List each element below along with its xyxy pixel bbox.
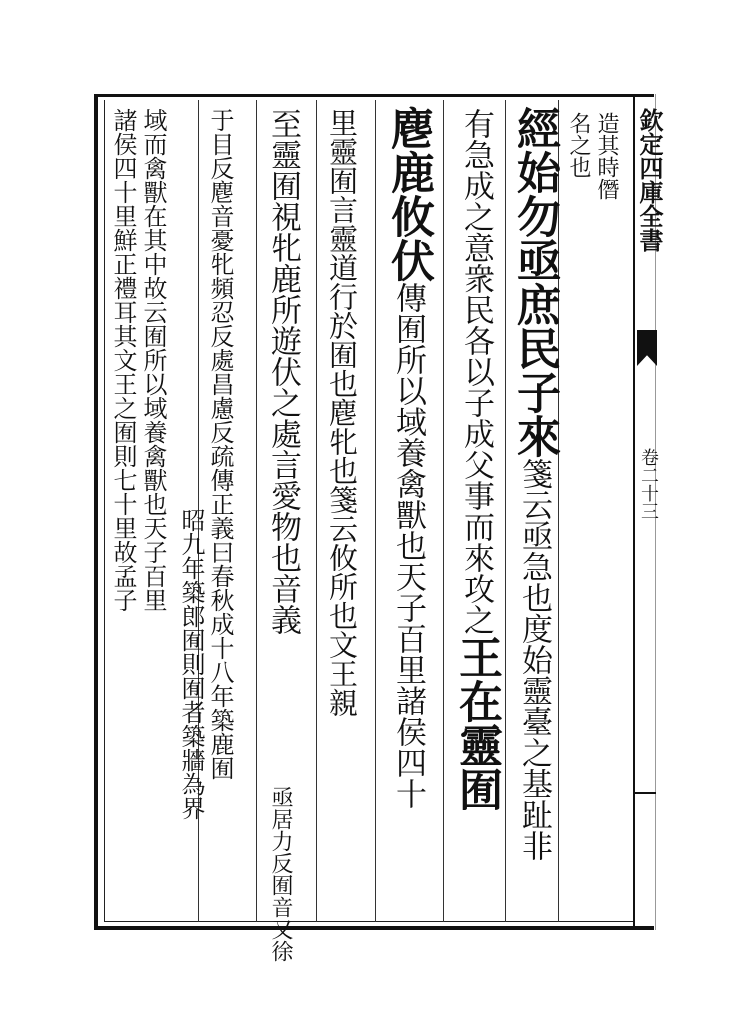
commentary-text: 傳囿所以域養禽獸也天子百里諸侯四十 [390, 282, 426, 809]
column-rule [443, 100, 444, 922]
text-column [326, 108, 358, 717]
text-column [510, 106, 558, 861]
text-column [178, 508, 204, 820]
text-column [207, 108, 233, 780]
text-column-split [268, 786, 292, 962]
commentary-text: 箋云亟急也度始靈臺之基趾非 [516, 458, 552, 861]
commentary-text: 諸侯四十里鮮正禮耳其文王之囿則七十里故孟子 [109, 108, 137, 612]
text-column [566, 112, 590, 178]
column-rule [316, 100, 317, 922]
margin-book-title: 欽定四庫全書 [635, 108, 664, 252]
annotation-text: 名之也 [566, 112, 591, 178]
classic-text: 麀鹿攸伏 [383, 106, 434, 282]
classic-text: 王在靈囿 [451, 635, 502, 811]
commentary-text: 至靈囿視牝鹿所遊伏之處言愛物也音義 [265, 108, 301, 635]
column-rule [256, 100, 257, 922]
text-column [140, 108, 166, 612]
commentary-text: 里靈囿言靈道行於囿也麀牝也箋云攸所也文王親 [325, 108, 359, 717]
commentary-mark: 疏 [206, 444, 234, 468]
classic-text: 經始勿亟庶民子來 [509, 106, 560, 458]
margin-tick [634, 792, 656, 794]
column-rule [375, 100, 376, 922]
text-column [384, 106, 432, 809]
commentary-text: 有急成之意衆民各以子成父事而來攻之 [458, 108, 494, 635]
text-column [452, 108, 500, 811]
commentary-text: 于目反麀音憂牝頻忍反處昌慮反 [206, 108, 234, 444]
commentary-text: 傳正義曰春秋成十八年築鹿囿 [206, 468, 234, 780]
commentary-text: 域而禽獸在其中故云囿所以域養禽獸也天子百里 [139, 108, 167, 612]
phonetic-note: 亟居力反囿音又徐 [268, 786, 293, 962]
text-column [110, 108, 136, 612]
margin-chapter-label: 卷二十三 [638, 448, 659, 520]
commentary-text: 昭九年築郎囿則囿者築牆為界 [177, 508, 205, 820]
text-column [266, 108, 300, 635]
column-rule [505, 100, 506, 922]
text-column [594, 112, 618, 200]
annotation-text: 造其時僭 [594, 112, 619, 200]
